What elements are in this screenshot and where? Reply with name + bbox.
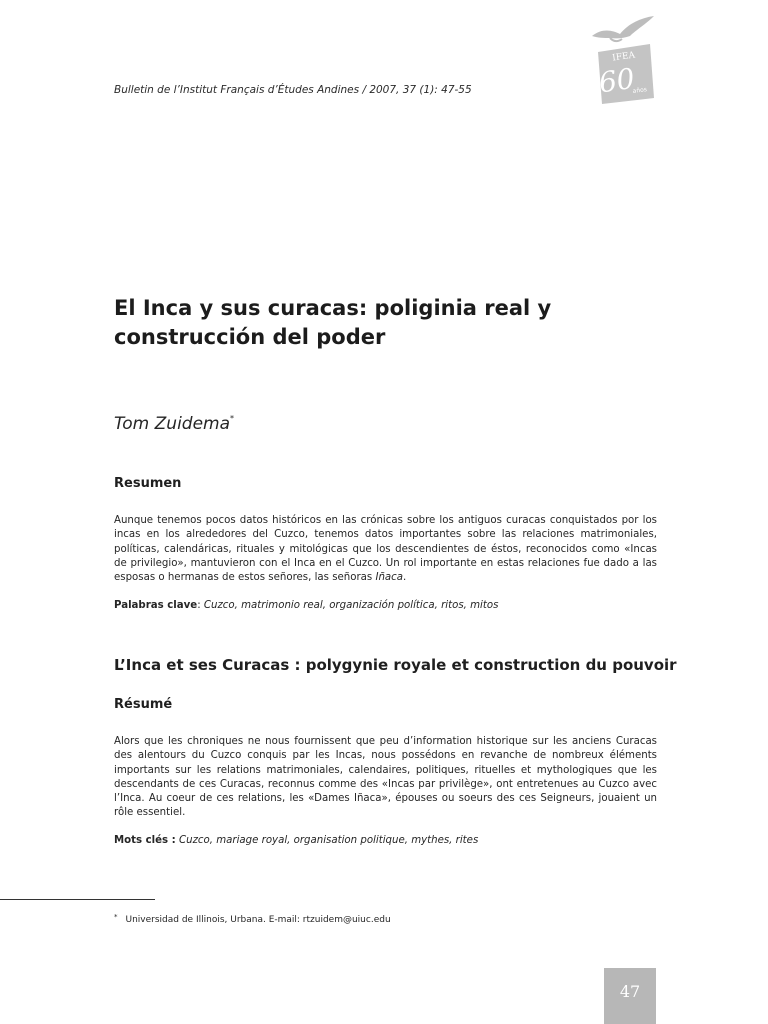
french-keywords-label: Mots clés : [114,835,176,846]
spanish-keywords-label: Palabras clave [114,600,198,611]
french-keywords-value: Cuzco, mariage royal, organisation politique, mythes, rites [179,835,479,846]
logo-sub: años [632,86,648,95]
spanish-abstract [114,514,657,585]
spanish-abstract-heading: Resumen [114,476,182,491]
french-abstract-heading: Résumé [114,697,173,712]
spanish-keywords-value: Cuzco, matrimonio real, organización política, ritos, mitos [203,600,499,611]
journal-citation: Bulletin de l’Institut Français d’Études Andines / 2007, 37 (1): 47-55 [114,84,472,96]
footnote [114,913,391,925]
author-line [114,414,234,434]
condor-logo-icon [588,12,658,104]
spanish-abstract-end: . [403,572,407,584]
footnote-mark: * [114,913,118,921]
french-title: L’Inca et ses Curacas : polygynie royale et construction du pouvoir [114,656,677,674]
french-keywords [114,835,478,846]
spanish-abstract-text: Aunque tenemos pocos datos históricos en las crónicas sobre los antiguos curacas conquistados por los incas en los alrededores del Cuzco, tenemos datos importantes sobre las relaciones matrimoniales, políticas, calendáricas, rituales y mitológicas que los descendientes de éstos, reconocidos como «Incas de privilegio», mantuvieron con el Inca en el Cuzco. Un rol importante en estas relaciones fue dado a las esposas o hermanas de estos señores, las señoras [114,515,657,584]
footnote-text: Universidad de Illinois, Urbana. E-mail: rtzuidem@uiuc.edu [125,915,391,925]
article-title: El Inca y sus curacas: poliginia real y construcción del poder [114,296,552,349]
logo-number: 60 [596,61,637,100]
page-number-box [604,968,656,1024]
page-number: 47 [619,982,641,1001]
spanish-abstract-italic: Iñaca [375,572,404,584]
logo-text: IFEA [611,50,636,64]
ifea-logo [588,12,658,104]
french-abstract: Alors que les chroniques ne nous fournissent que peu d’information historique sur les anciens Curacas des alentours du Cuzco conquis par les Incas, nous possédons en revanche de nombreux éléments importants sur les relations matrimoniales, calendaires, politiques, rituelles et mythologiques que les descendants de ces Curacas, reconnus comme des «Incas par privilège», ont entretenues au Cuzco avec l’Inca. Au coeur de ces relations, les «Dames Iñaca», épouses ou soeurs des ces Seigneurs, jouaient un rôle essentiel. [114,736,657,819]
author-footnote-mark: * [230,414,235,423]
author-name: Tom Zuidema [114,414,231,434]
footnote-divider [0,899,155,900]
spanish-keywords: Palabras clave: Cuzco, matrimonio real, organización política, ritos, mitos [114,600,499,611]
